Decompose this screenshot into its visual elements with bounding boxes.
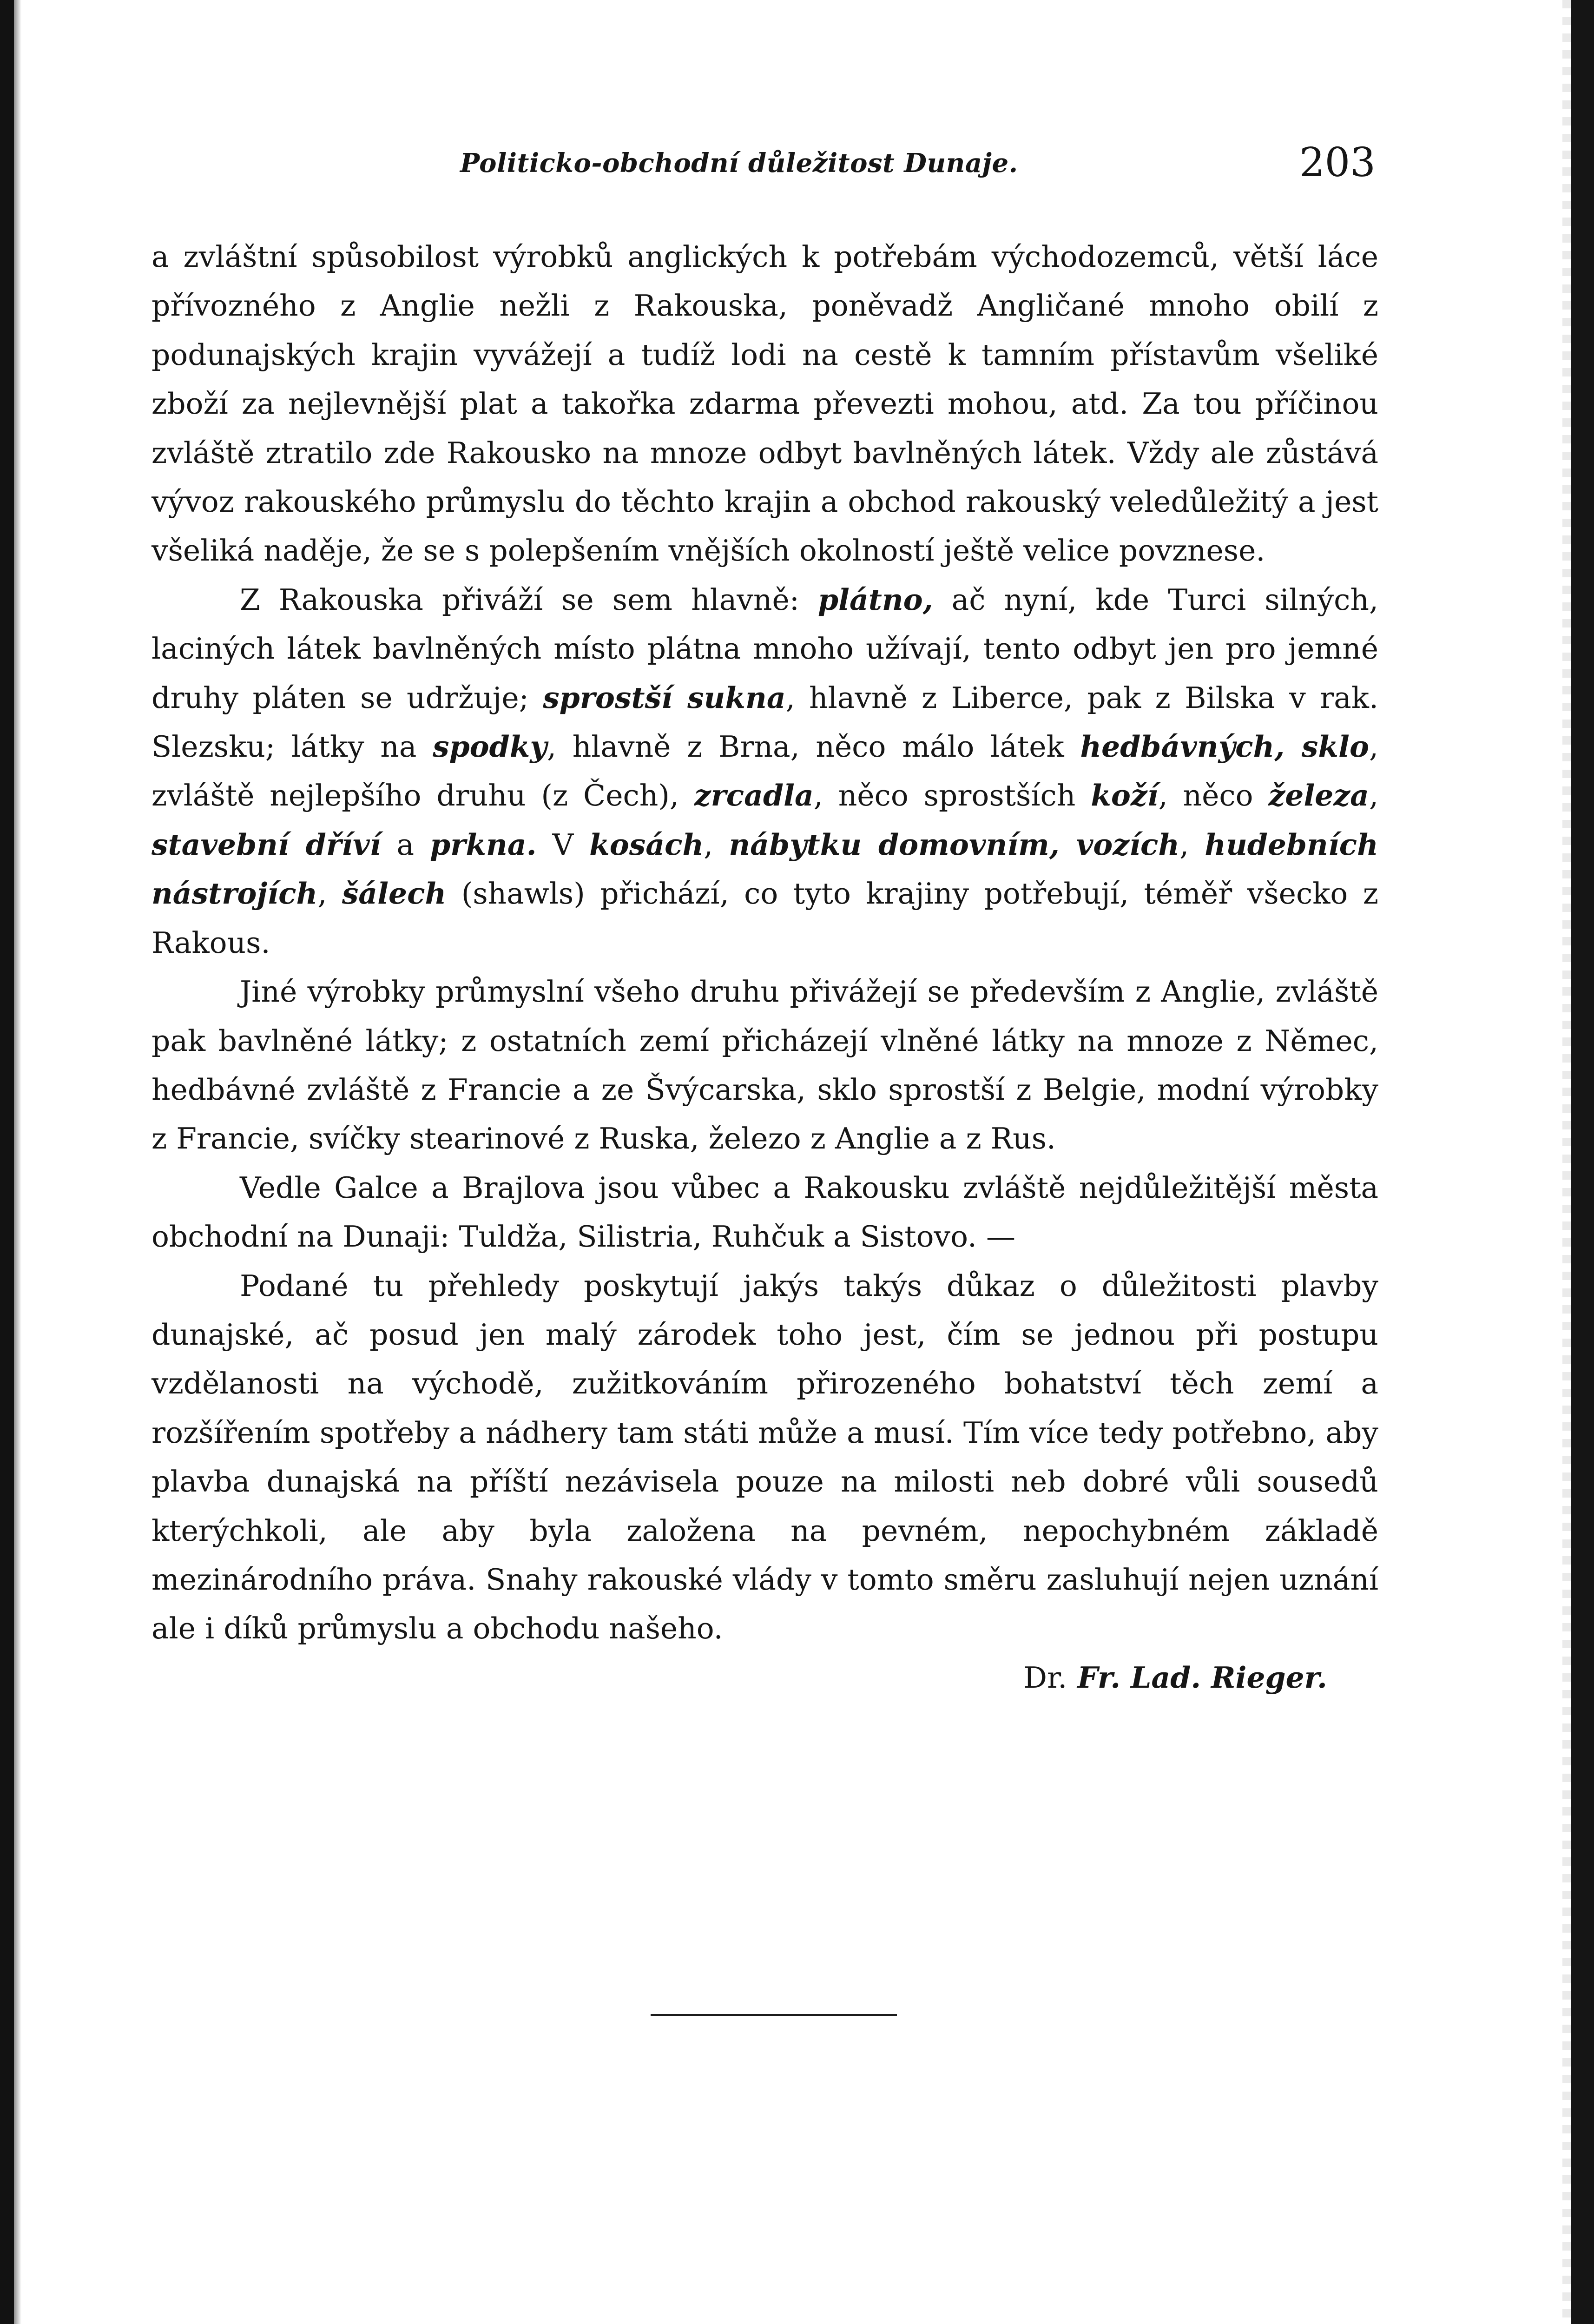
emphasized-term: spodky	[433, 729, 547, 764]
text-run: , něco sprostších	[813, 779, 1091, 813]
paragraph-5-text: Podané tu přehledy poskytují jakýs takýs důkaz o důležitosti plavby dunajské, ač posud jen malý zárodek toho jest, čím se jednou při postupu vzdělanosti na východě, zužitkováním přirozeného bohatství těch zemí a rozšířením spotřeby a nádhery tam státi může a musí. Tím více tedy potřebno, aby plavba dunajská na příští nezávisela pouze na milosti neb dobré vůli sousedů kterýchkoli, ale aby byla založena na pevném, nepochybném základě mezinárodního práva. Snahy rakouské vlády v tomto směru zasluhují nejen uznání ale i díků průmyslu a obchodu našeho.	[151, 1268, 1378, 1646]
signature-row	[151, 1653, 1378, 1702]
emphasized-term: stavební dříví	[151, 827, 381, 862]
text-run: ,	[317, 877, 342, 911]
text-run: , hlavně z Liberce, pak z Bilska v rak. Slezsku; látky na	[151, 680, 1378, 764]
text-run: a	[381, 827, 430, 862]
running-title: Politicko-obchodní důležitost Dunaje.	[460, 148, 1018, 178]
text-run: V	[536, 827, 590, 862]
text-run: ,	[1179, 827, 1205, 862]
emphasized-term: kosách	[589, 827, 704, 862]
signature-name: Fr. Lad. Rieger.	[1077, 1660, 1327, 1695]
paragraph-1: a zvláštní spůsobilost výrobků anglických k potřebám východozemců, větší láce přívozného z Anglie nežli z Rakouska, poněvadž Angličané mnoho obilí z podunajských krajin vyvážejí a tudíž lodi na cestě k tamním přístavům všeliké zboží za nejlevnější plat a takořka zdarma převezti mohou, atd. Za tou příčinou zvláště ztratilo zde Rakousko na mnoze odbyt bavlněných látek. Vždy ale zůstává vývoz rakouského průmyslu do těchto krajin a obchod rakouský veledůležitý a jest všeliká naděje, že se s polepšením vnějších okolností ještě velice povznese.	[151, 240, 1378, 568]
page-edge-right-stitching	[1562, 0, 1571, 2324]
text-run: ,	[704, 827, 729, 862]
paragraph-4: Vedle Galce a Brajlova jsou vůbec a Rakousku zvláště nejdůležitější města obchodní na Dunaji: Tuldža, Silistria, Ruhčuk a Sistovo. —	[151, 1170, 1378, 1254]
paragraph-5	[151, 1261, 1378, 1653]
emphasized-term: koží	[1091, 778, 1159, 813]
text-run: , něco	[1158, 779, 1269, 813]
emphasized-term: plátno,	[817, 582, 933, 617]
text-run: (shawls) přichází, co tyto krajiny potřebují, téměř všecko z Rakous.	[151, 877, 1378, 960]
text-run: ač nyní, kde Turci silných, laciných látek bavlněných místo plátna mnoho užívají, tento odbyt jen pro jemné druhy pláten se udržuje;	[151, 582, 1378, 715]
text-run: Z Rakouska přiváží se sem hlavně:	[240, 582, 818, 617]
emphasized-term: nábytku domovním, vozích	[729, 827, 1180, 862]
emphasized-term: sprostší sukna	[543, 680, 786, 715]
emphasized-term: prkna.	[430, 827, 537, 862]
paragraph-3: Jiné výrobky průmyslní všeho druhu přivážejí se především z Anglie, zvláště pak bavlněné látky; z ostatních zemí přicházejí vlněné látky na mnoze z Němec, hedbávné zvláště z Francie a ze Švýcarska, sklo sprostší z Belgie, modní výrobky z Francie, svíčky stearinové z Ruska, železo z Anglie a z Rus.	[151, 975, 1378, 1156]
emphasized-term: železa	[1268, 778, 1369, 813]
emphasized-term: zrcadla	[694, 778, 814, 813]
page-edge-right	[1571, 0, 1594, 2324]
body-text	[151, 232, 1378, 1702]
paragraph-2	[151, 575, 1378, 967]
author-signature	[1024, 1653, 1378, 1702]
text-run: ,	[1369, 779, 1378, 813]
page-header	[153, 139, 1376, 200]
page-edge-left-shadow	[14, 0, 21, 2324]
text-run: , hlavně z Brna, něco málo látek	[547, 730, 1080, 764]
end-rule	[651, 2014, 897, 2016]
emphasized-term: hudebních nástrojích	[151, 827, 1378, 911]
page-edge-left	[0, 0, 14, 2324]
text-run: , zvláště nejlepšího druhu (z Čech),	[151, 730, 1378, 813]
page-number: 203	[1299, 139, 1376, 186]
emphasized-term: šálech	[342, 876, 447, 911]
signature-title: Dr.	[1023, 1660, 1067, 1695]
emphasized-term: hedbávných, sklo	[1080, 729, 1369, 764]
